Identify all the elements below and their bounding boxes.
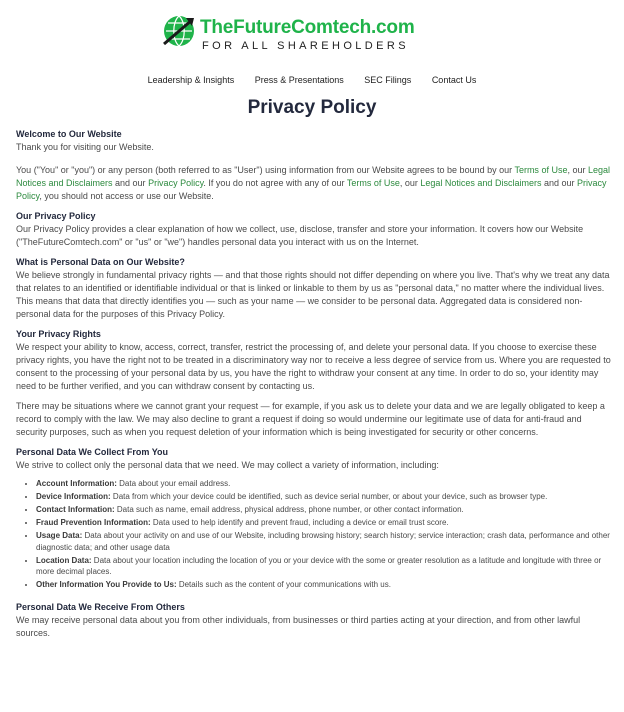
brand-logo[interactable] bbox=[162, 12, 462, 60]
rights-text-1: We respect your ability to know, access, correct, transfer, restrict the processing of, and delete your personal data. If you choose to exercise these privacy rights, you have the right not to be treated in a discriminatory way nor to receive a less degree of service from us. Where you are requested to consent to the processing of your personal data by us, you have the right to withdraw your consent at any time. In order to do so, your identity may need to be further verified, and you can withdraw consent by contacting us. bbox=[16, 342, 611, 391]
main-nav bbox=[0, 75, 624, 85]
rights-section bbox=[16, 328, 612, 439]
policy-content bbox=[16, 128, 612, 647]
rights-heading: Your Privacy Rights bbox=[16, 329, 101, 339]
rights-text-2: There may be situations where we cannot grant your request — for example, if you ask us to delete your data and we are legally obligated to keep a record to comply with the law. We may also decline to grant a request if doing so would undermine our legitimate use of data for anti-fraud and security purposes, such as when you request deletion of your information which is being investigated for security or other concerns. bbox=[16, 401, 605, 437]
nav-sec-filings[interactable]: SEC Filings bbox=[364, 75, 412, 85]
collect-heading: Personal Data We Collect From You bbox=[16, 447, 169, 457]
nav-press-presentations[interactable]: Press & Presentations bbox=[254, 75, 344, 85]
collect-list bbox=[16, 478, 612, 591]
privacy-policy-link[interactable]: Privacy Policy bbox=[16, 178, 607, 201]
our-privacy-heading: Our Privacy Policy bbox=[16, 211, 96, 221]
receive-heading: Personal Data We Receive From Others bbox=[16, 601, 185, 612]
receive-text: We may receive personal data about you from other individuals, from businesses or third parties acting at your direction, and from other lawful sources. bbox=[16, 614, 581, 638]
terms-of-use-link[interactable]: Terms of Use bbox=[514, 165, 568, 175]
list-item: • Location Data: Data about your location including the location of you or your device with the some or greater resolution as a latitude and longitude with three or more decimal places. bbox=[36, 555, 612, 578]
nav-contact-us[interactable]: Contact Us bbox=[431, 75, 477, 85]
terms-of-use-link[interactable]: Terms of Use bbox=[346, 178, 400, 188]
our-privacy-section bbox=[16, 210, 612, 249]
our-privacy-text: Our Privacy Policy provides a clear explanation of how we collect, use, disclose, transfer and store your information. It covers how our Website ("TheFutureComtech.com" or "us" or "we") handles personal data you interact with us on the Internet. bbox=[16, 224, 584, 247]
collect-intro: We strive to collect only the personal data that we need. We may collect a variety of information, including: bbox=[16, 460, 439, 470]
legal-notices-link[interactable]: Legal Notices and Disclaimers bbox=[420, 178, 542, 188]
receive-section bbox=[16, 601, 612, 640]
list-item: • Account Information: Data about your email address. bbox=[36, 478, 612, 490]
personal-data-text: We believe strongly in fundamental privacy rights — and that those rights should not differ depending on where you live. That's why we treat any data that relates to an identified or identifiable individual or that is linked or linkable to them by us as "personal data," no matter where the individual lives. This means that data that directly identifies you — such as your name — we consider to be personal data. Aggregated data is considered non-personal data for the purposes of this Privacy Policy. bbox=[16, 270, 610, 319]
welcome-heading: Welcome to Our Website bbox=[16, 129, 122, 139]
legal-notices-link[interactable]: Legal Notices and Disclaimers bbox=[16, 165, 610, 188]
list-item: • Device Information: Data from which your device could be identified, such as device serial number, or about your device, such as browser type. bbox=[36, 491, 612, 503]
welcome-text: Thank you for visiting our Website. bbox=[16, 142, 154, 152]
privacy-policy-link[interactable]: Privacy Policy bbox=[148, 178, 204, 188]
brand-title: TheFutureComtech.com bbox=[200, 17, 415, 38]
nav-leadership-insights[interactable]: Leadership & Insights bbox=[147, 75, 235, 85]
welcome-section bbox=[16, 128, 612, 203]
list-item: • Other Information You Provide to Us: Details such as the content of your communications with us. bbox=[36, 579, 612, 591]
globe-arrow-icon bbox=[162, 14, 196, 48]
personal-data-heading: What is Personal Data on Our Website? bbox=[16, 257, 185, 267]
list-item: • Fraud Prevention Information: Data used to help identify and prevent fraud, including a device or email trust score. bbox=[36, 517, 612, 529]
brand-subtitle: FOR ALL SHAREHOLDERS bbox=[202, 40, 409, 52]
personal-data-section bbox=[16, 256, 612, 321]
collect-section bbox=[16, 446, 612, 591]
site-header bbox=[0, 0, 624, 70]
agreement-text: You ("You" or "you") or any person (both referred to as "User") using information from our Website agrees to be bound by our Terms of Use, our Legal Notices and Disclaimers and our Privacy Policy. If you do not agree with any of our Terms of Use, our Legal Notices and Disclaimers and our Privacy Policy, you should not access or use our Website. bbox=[16, 165, 610, 201]
list-item: • Contact Information: Data such as name, email address, physical address, phone number, or other contact information. bbox=[36, 504, 612, 516]
page-title: Privacy Policy bbox=[247, 97, 377, 118]
list-item: • Usage Data: Data about your activity on and use of our Website, including browsing history; search history; service interaction; crash data, performance and other diagnostic data; and other usage data bbox=[36, 530, 612, 553]
